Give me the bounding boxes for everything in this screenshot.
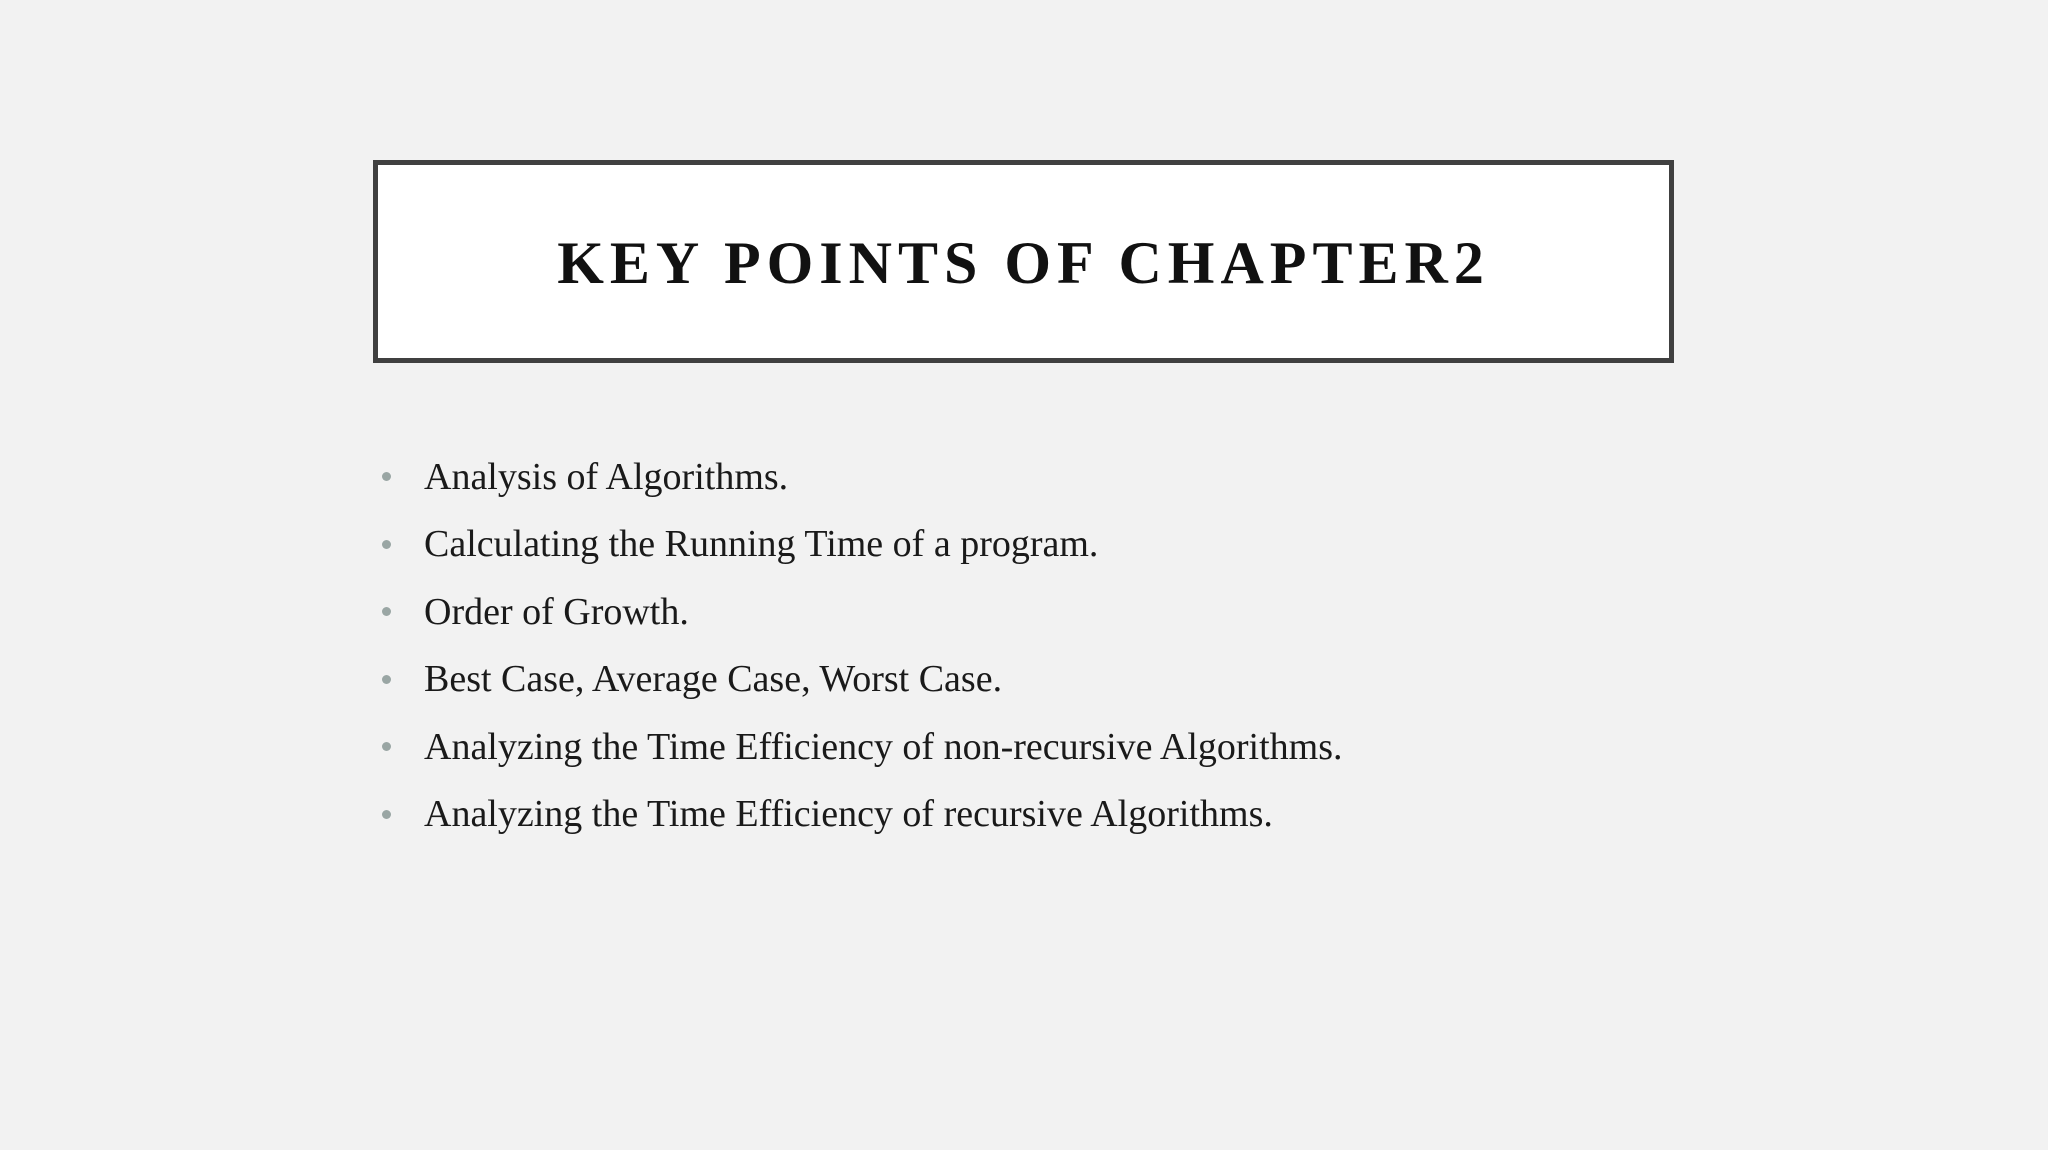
bullet-text: Analysis of Algorithms. bbox=[424, 455, 789, 498]
bullet-item bbox=[382, 511, 1343, 579]
bullet-item bbox=[382, 713, 1343, 781]
bullet-text: Best Case, Average Case, Worst Case. bbox=[424, 658, 1003, 701]
bullet-item bbox=[382, 781, 1343, 849]
bullet-text: Calculating the Running Time of a program. bbox=[424, 523, 1099, 566]
bullet-item bbox=[382, 578, 1343, 646]
bullet-marker-icon bbox=[382, 675, 391, 684]
bullet-item bbox=[382, 646, 1343, 714]
title-box bbox=[373, 160, 1674, 363]
bullet-marker-icon bbox=[382, 472, 391, 481]
bullet-marker-icon bbox=[382, 607, 391, 616]
slide-title: KEY POINTS OF CHAPTER2 bbox=[557, 230, 1490, 296]
bullet-text: Analyzing the Time Efficiency of non-recursive Algorithms. bbox=[424, 725, 1343, 768]
bullet-marker-icon bbox=[382, 742, 391, 751]
bullet-list bbox=[382, 443, 1343, 848]
bullet-item bbox=[382, 443, 1343, 511]
bullet-text: Analyzing the Time Efficiency of recursive Algorithms. bbox=[424, 793, 1273, 836]
bullet-marker-icon bbox=[382, 540, 391, 549]
bullet-marker-icon bbox=[382, 810, 391, 819]
bullet-text: Order of Growth. bbox=[424, 590, 689, 633]
